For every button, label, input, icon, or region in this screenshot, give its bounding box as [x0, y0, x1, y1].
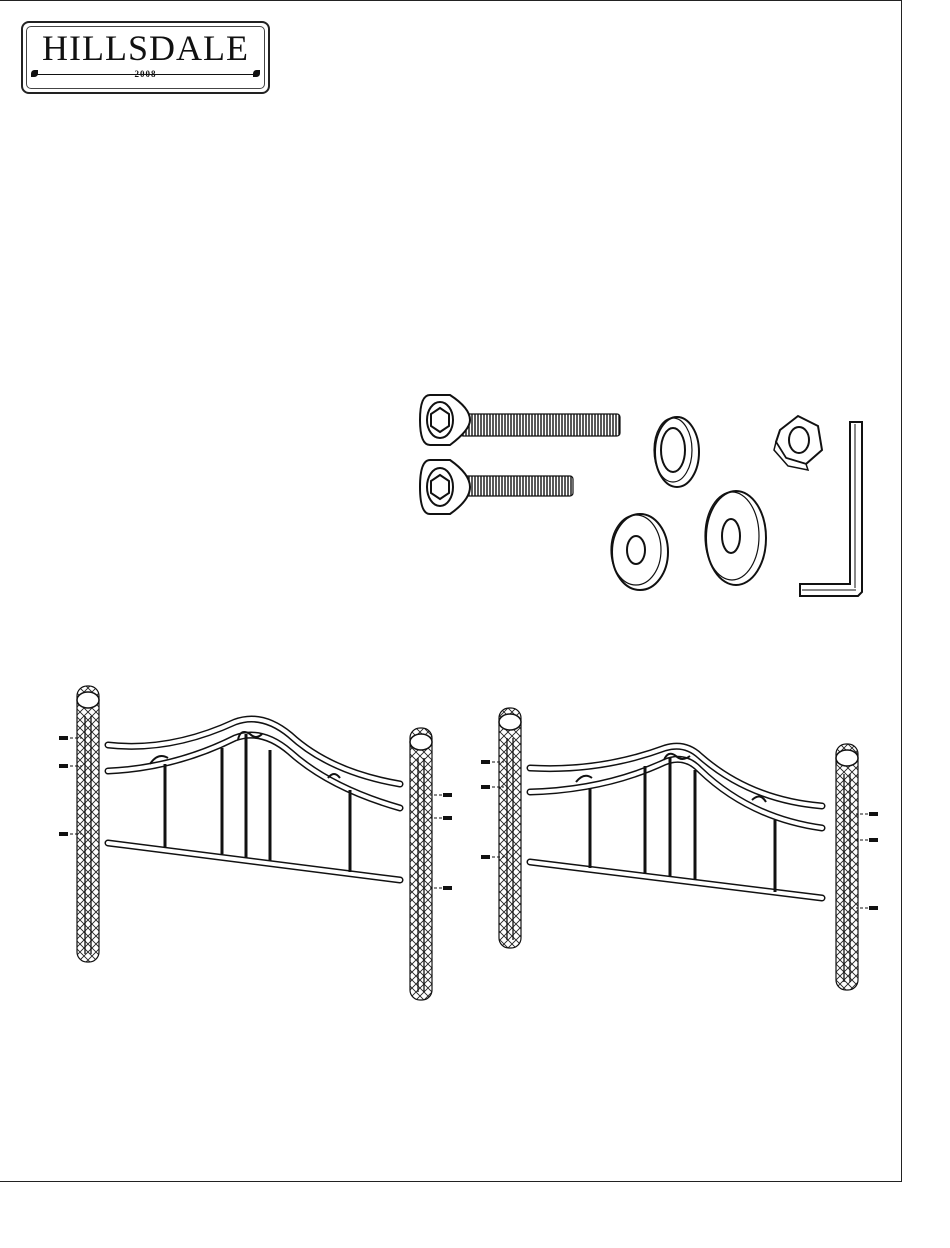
right-view-bolt-right [869, 906, 878, 910]
left-view-bolt-right [443, 886, 452, 890]
left-view-bottom-rail [108, 843, 400, 880]
right-view-bolt-left [481, 760, 490, 764]
brand-name: HILLSDALE [42, 28, 249, 68]
right-view-bolt-right [869, 812, 878, 816]
right-view-bottom-rail [530, 862, 822, 898]
left-view-bolt-left [59, 764, 68, 768]
right-view-post-left-cap [499, 714, 521, 730]
right-view-post-right [836, 744, 858, 990]
right-view-post-left [499, 708, 521, 948]
right-view-bolt-left [481, 785, 490, 789]
brand-established: 2008 [134, 69, 157, 79]
left-view-post-left-cap [77, 692, 99, 708]
left-view-post-left [77, 686, 99, 962]
left-view-post-right [410, 728, 432, 1000]
left-view-bolt-left [59, 736, 68, 740]
right-view-post-right-cap [836, 750, 858, 766]
left-view-bolt-right [443, 793, 452, 797]
left-view-bolt-right [443, 816, 452, 820]
right-view-bolt-left [481, 855, 490, 859]
left-view-bolt-left [59, 832, 68, 836]
right-view-bolt-right [869, 838, 878, 842]
left-view-top-rail [108, 719, 400, 784]
left-view-post-right-cap [410, 734, 432, 750]
